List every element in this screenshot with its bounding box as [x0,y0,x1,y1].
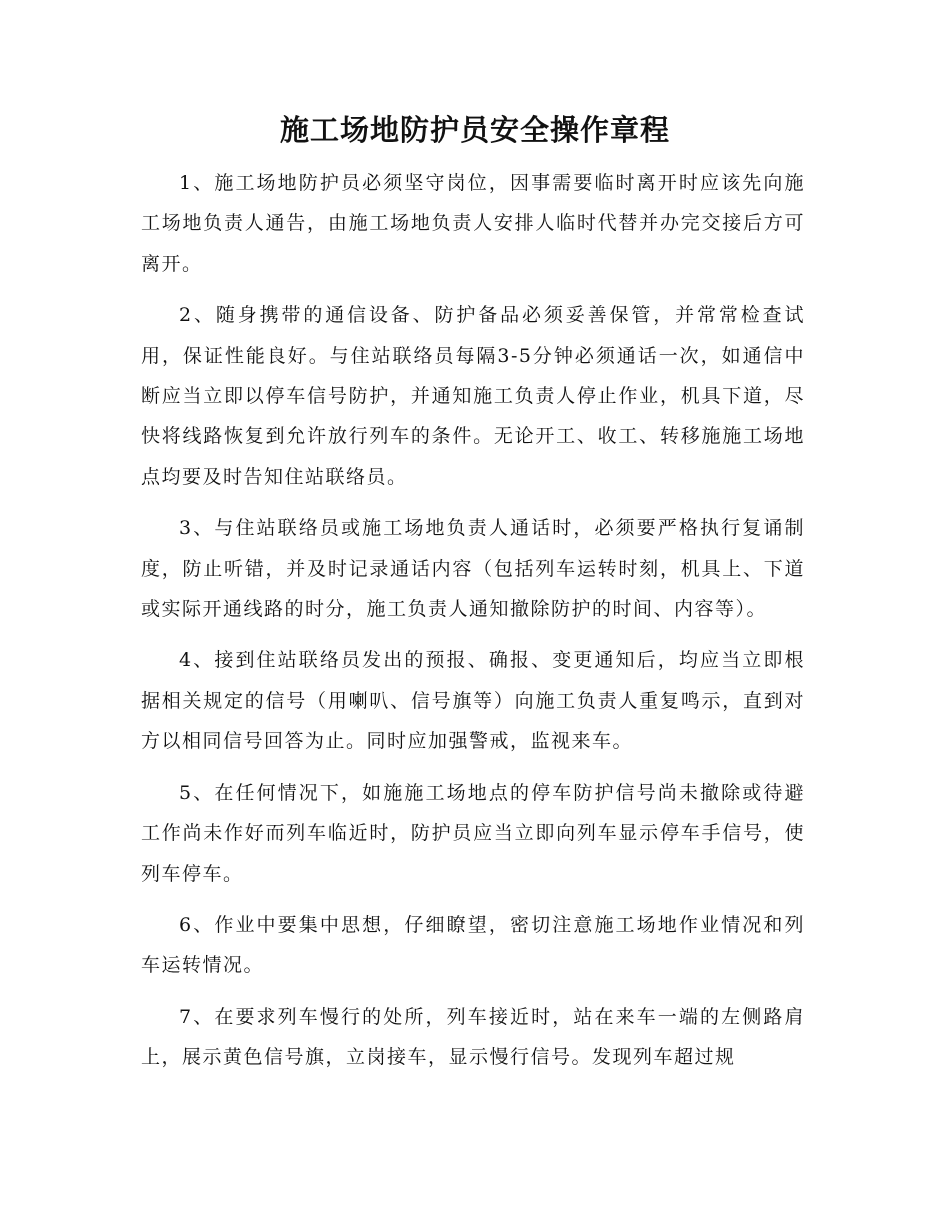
paragraph-1: 1、施工场地防护员必须坚守岗位，因事需要临时离开时应该先向施工场地负责人通告，由施工场地负责人安排人临时代替并办完交接后方可离开。 [141,172,805,275]
paragraph-6: 6、作业中要集中思想，仔细瞭望，密切注意施工场地作业情况和列车运转情况。 [141,913,805,977]
document-title: 施工场地防护员安全操作章程 [279,113,670,147]
document-body [141,163,805,1089]
paragraph-2: 2、随身携带的通信设备、防护备品必须妥善保管，并常常检查试用，保证性能良好。与住站联络员每隔3-5分钟必须通话一次，如通信中断应当立即以停车信号防护，并通知施工负责人停止作业，机具下道，尽快将线路恢复到允许放行列车的条件。无论开工、收工、转移施施工场地点均要及时告知住站联络员。 [141,304,805,488]
paragraph-4: 4、接到住站联络员发出的预报、确报、变更通知后，均应当立即根据相关规定的信号（用喇叭、信号旗等）向施工负责人重复鸣示，直到对方以相同信号回答为止。同时应加强警戒，监视来车。 [141,649,805,753]
paragraph-3: 3、与住站联络员或施工场地负责人通话时，必须要严格执行复诵制度，防止听错，并及时记录通话内容（包括列车运转时刻，机具上、下道或实际开通线路的时分，施工负责人通知撤除防护的时间、内容等）。 [141,517,805,621]
paragraph-5: 5、在任何情况下，如施施工场地点的停车防护信号尚未撤除或待避工作尚未作好而列车临近时，防护员应当立即向列车显示停车手信号，使列车停车。 [141,781,805,885]
paragraph-7: 7、在要求列车慢行的处所，列车接近时，站在来车一端的左侧路肩上，展示黄色信号旗，立岗接车，显示慢行信号。发现列车超过规 [141,1005,805,1069]
